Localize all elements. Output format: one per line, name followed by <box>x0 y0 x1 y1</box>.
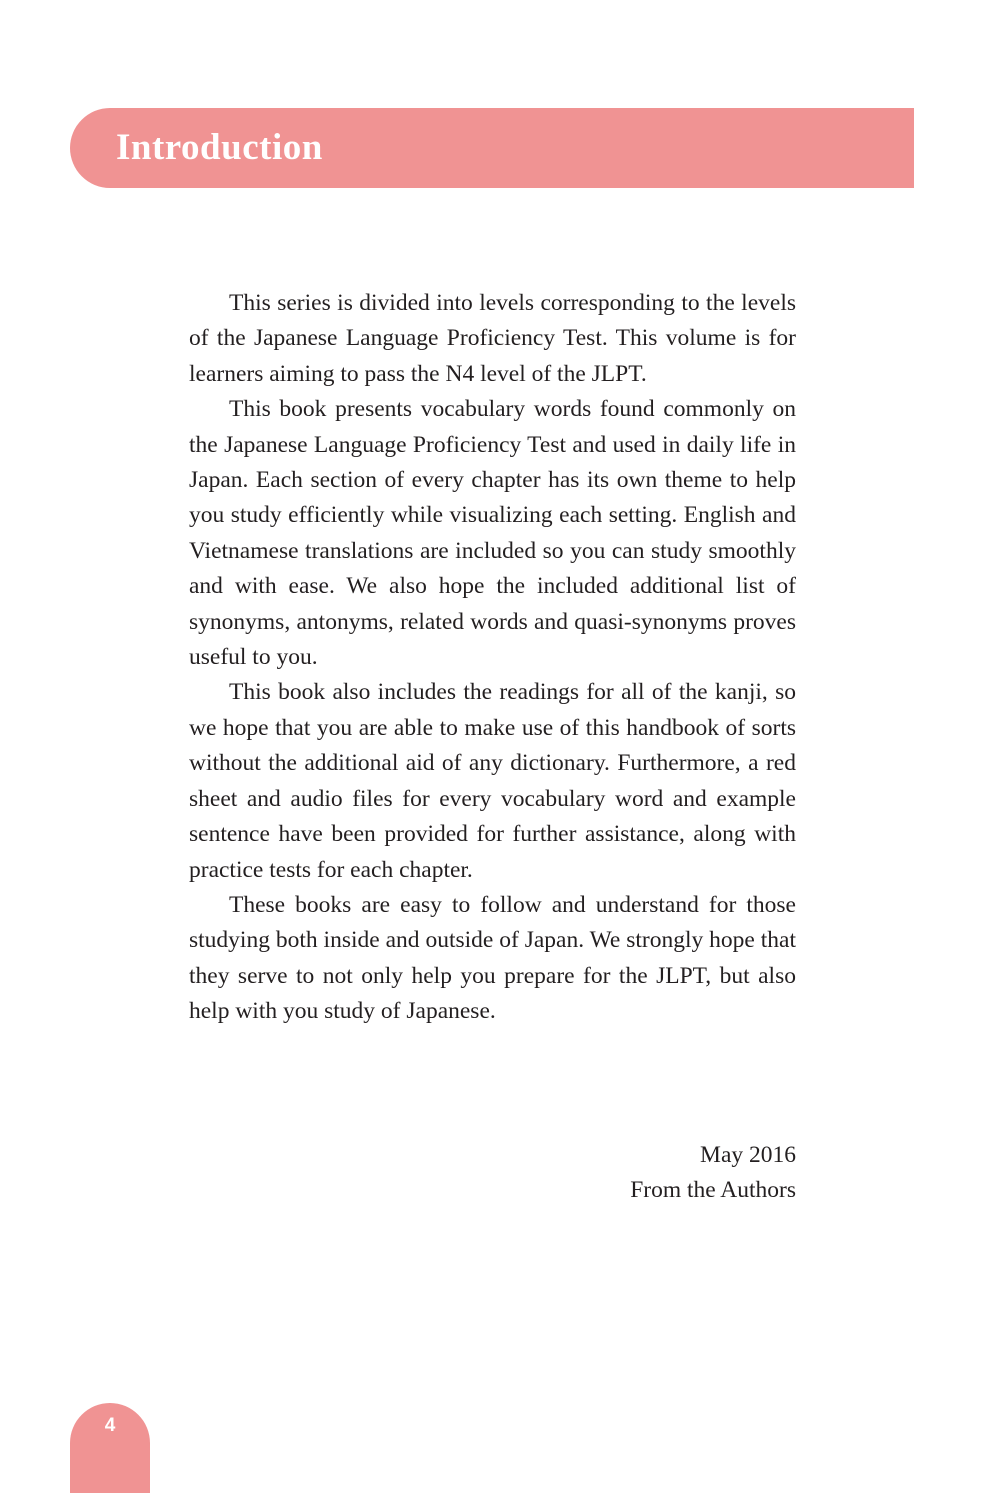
page-number: 4 <box>104 1415 116 1436</box>
paragraph-4: These books are easy to follow and understand for those studying both inside and outside of Japan. We strongly hope that they serve to not only help you prepare for the JLPT, but also help with you study of Japanese. <box>189 891 796 1025</box>
paragraph-2: This book presents vocabulary words found commonly on the Japanese Language Proficiency Test and used in daily life in Japan. Each section of every chapter has its own theme to help you study efficiently while visualizing each setting. English and Vietnamese translations are included so you can study smoothly and with ease. We also hope the included additional list of synonyms, antonyms, related words and quasi-synonyms proves useful to you. <box>189 396 796 671</box>
signature-date: May 2016 <box>700 1142 796 1168</box>
signature-block <box>630 1138 796 1209</box>
paragraph-1: This series is divided into levels corresponding to the levels of the Japanese Language Proficiency Test. This volume is for learners aiming to pass the N4 level of the JLPT. <box>189 290 796 387</box>
paragraph-3: This book also includes the readings for all of the kanji, so we hope that you are able to make use of this handbook of sorts without the additional aid of any dictionary. Furthermore, a red sheet and audio files for every vocabulary word and example sentence have been provided for further assistance, along with practice tests for each chapter. <box>189 679 796 883</box>
page-number-tab <box>70 1403 150 1493</box>
signature-author: From the Authors <box>630 1177 796 1204</box>
page-title: Introduction <box>116 127 323 168</box>
section-header-band <box>70 108 914 188</box>
introduction-body <box>189 286 796 1030</box>
